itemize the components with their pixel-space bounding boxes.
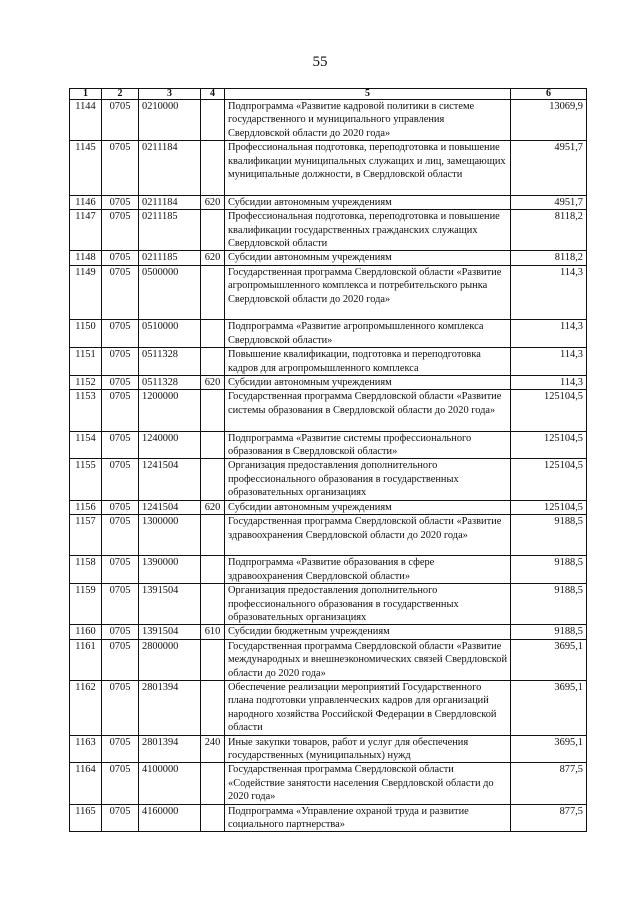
item-amount: 877,5: [511, 804, 587, 832]
item-name: Подпрограмма «Развитие кадровой политики в системе государственного и муниципального управления Свердловской области до 2020 года»: [225, 100, 511, 141]
section-code: 0705: [102, 680, 139, 735]
item-amount: 9188,5: [511, 556, 587, 584]
item-amount: 4951,7: [511, 141, 587, 196]
row-number: 1149: [70, 265, 102, 320]
target-article-code: 0511328: [139, 348, 201, 376]
target-article-code: 0511328: [139, 376, 201, 390]
item-name: Подпрограмма «Развитие системы профессионального образования в Свердловской области»: [225, 431, 511, 459]
item-name: Повышение квалификации, подготовка и переподготовка кадров для агропромышленного комплекса: [225, 348, 511, 376]
expense-type-code: 240: [201, 735, 225, 763]
table-row: [70, 625, 587, 639]
section-code: 0705: [102, 390, 139, 431]
table-row: [70, 500, 587, 514]
section-code: 0705: [102, 515, 139, 556]
section-code: 0705: [102, 763, 139, 804]
expense-type-code: [201, 320, 225, 348]
row-number: 1163: [70, 735, 102, 763]
item-name: Государственная программа Свердловской области «Содействие занятости населения Свердловской области до 2020 года»: [225, 763, 511, 804]
target-article-code: 1391504: [139, 625, 201, 639]
row-number: 1152: [70, 376, 102, 390]
target-article-code: 1241504: [139, 500, 201, 514]
target-article-code: 2800000: [139, 639, 201, 680]
item-name: Подпрограмма «Развитие агропромышленного комплекса Свердловской области»: [225, 320, 511, 348]
item-name: Иные закупки товаров, работ и услуг для обеспечения государственных (муниципальных) нужд: [225, 735, 511, 763]
column-header-amount: 6: [511, 89, 587, 100]
item-name: Организация предоставления дополнительного профессионального образования в государственных образовательных организациях: [225, 584, 511, 625]
section-code: 0705: [102, 639, 139, 680]
expense-type-code: 620: [201, 376, 225, 390]
section-code: 0705: [102, 141, 139, 196]
section-code: 0705: [102, 735, 139, 763]
item-name: Субсидии автономным учреждениям: [225, 376, 511, 390]
table-header-row: [70, 89, 587, 100]
expense-type-code: 620: [201, 251, 225, 265]
item-amount: 125104,5: [511, 431, 587, 459]
table-row: [70, 584, 587, 625]
row-number: 1155: [70, 459, 102, 500]
row-number: 1146: [70, 195, 102, 209]
target-article-code: 0211184: [139, 195, 201, 209]
target-article-code: 1300000: [139, 515, 201, 556]
row-number: 1151: [70, 348, 102, 376]
expense-type-code: [201, 348, 225, 376]
row-number: 1156: [70, 500, 102, 514]
page-number: 55: [312, 54, 328, 70]
column-header-section: 2: [102, 89, 139, 100]
item-name: Государственная программа Свердловской области «Развитие агропромышленного комплекса и потребительского рынка Свердловской области до 2020 года»: [225, 265, 511, 320]
item-amount: 114,3: [511, 265, 587, 320]
table-row: [70, 251, 587, 265]
target-article-code: 0211185: [139, 251, 201, 265]
column-header-expense-type: 4: [201, 89, 225, 100]
target-article-code: 1390000: [139, 556, 201, 584]
item-amount: 114,3: [511, 320, 587, 348]
target-article-code: 0210000: [139, 100, 201, 141]
section-code: 0705: [102, 210, 139, 251]
table-row: [70, 210, 587, 251]
section-code: 0705: [102, 431, 139, 459]
target-article-code: 1240000: [139, 431, 201, 459]
item-name: Подпрограмма «Управление охраной труда и развитие социального партнерства»: [225, 804, 511, 832]
table-row: [70, 320, 587, 348]
expense-type-code: [201, 556, 225, 584]
expense-type-code: [201, 459, 225, 500]
item-amount: 8118,2: [511, 251, 587, 265]
row-number: 1148: [70, 251, 102, 265]
section-code: 0705: [102, 265, 139, 320]
table-row: [70, 141, 587, 196]
item-amount: 3695,1: [511, 639, 587, 680]
column-header-target-article: 3: [139, 89, 201, 100]
table-row: [70, 376, 587, 390]
section-code: 0705: [102, 320, 139, 348]
expense-type-code: [201, 680, 225, 735]
column-header-number: 1: [70, 89, 102, 100]
table-row: [70, 735, 587, 763]
item-amount: 125104,5: [511, 500, 587, 514]
table-row: [70, 390, 587, 431]
target-article-code: 1241504: [139, 459, 201, 500]
target-article-code: 2801394: [139, 735, 201, 763]
table-row: [70, 515, 587, 556]
row-number: 1161: [70, 639, 102, 680]
table-row: [70, 348, 587, 376]
item-amount: 3695,1: [511, 735, 587, 763]
row-number: 1165: [70, 804, 102, 832]
item-name: Государственная программа Свердловской области «Развитие здравоохранения Свердловской области до 2020 года»: [225, 515, 511, 556]
row-number: 1150: [70, 320, 102, 348]
target-article-code: 2801394: [139, 680, 201, 735]
table-row: [70, 459, 587, 500]
item-amount: 125104,5: [511, 390, 587, 431]
item-amount: 9188,5: [511, 515, 587, 556]
row-number: 1160: [70, 625, 102, 639]
expense-type-code: [201, 515, 225, 556]
section-code: 0705: [102, 251, 139, 265]
row-number: 1144: [70, 100, 102, 141]
table-row: [70, 639, 587, 680]
table-row: [70, 431, 587, 459]
item-name: Организация предоставления дополнительного профессионального образования в государственных образовательных организациях: [225, 459, 511, 500]
section-code: 0705: [102, 625, 139, 639]
expense-type-code: [201, 390, 225, 431]
target-article-code: 0211184: [139, 141, 201, 196]
expense-type-code: 620: [201, 500, 225, 514]
item-amount: 8118,2: [511, 210, 587, 251]
item-name: Государственная программа Свердловской области «Развитие международных и внешнеэкономических связей Свердловской области до 2020 года»: [225, 639, 511, 680]
expense-type-code: [201, 100, 225, 141]
section-code: 0705: [102, 556, 139, 584]
item-name: Государственная программа Свердловской области «Развитие системы образования в Свердловской области до 2020 года»: [225, 390, 511, 431]
row-number: 1158: [70, 556, 102, 584]
section-code: 0705: [102, 195, 139, 209]
section-code: 0705: [102, 500, 139, 514]
column-header-name: 5: [225, 89, 511, 100]
section-code: 0705: [102, 348, 139, 376]
expense-type-code: [201, 763, 225, 804]
item-amount: 125104,5: [511, 459, 587, 500]
item-amount: 9188,5: [511, 625, 587, 639]
item-name: Субсидии автономным учреждениям: [225, 500, 511, 514]
table-row: [70, 680, 587, 735]
row-number: 1154: [70, 431, 102, 459]
section-code: 0705: [102, 100, 139, 141]
item-name: Профессиональная подготовка, переподготовка и повышение квалификации государственных гражданских служащих Свердловской области: [225, 210, 511, 251]
section-code: 0705: [102, 376, 139, 390]
section-code: 0705: [102, 584, 139, 625]
table-row: [70, 556, 587, 584]
item-amount: 3695,1: [511, 680, 587, 735]
section-code: 0705: [102, 804, 139, 832]
target-article-code: 0211185: [139, 210, 201, 251]
row-number: 1153: [70, 390, 102, 431]
expense-type-code: [201, 431, 225, 459]
table-row: [70, 763, 587, 804]
item-name: Профессиональная подготовка, переподготовка и повышение квалификации муниципальных служащих и лиц, замещающих муниципальные должности, в Свердловской области: [225, 141, 511, 196]
item-amount: 4951,7: [511, 195, 587, 209]
item-name: Субсидии автономным учреждениям: [225, 251, 511, 265]
target-article-code: 4100000: [139, 763, 201, 804]
expense-type-code: 610: [201, 625, 225, 639]
row-number: 1162: [70, 680, 102, 735]
item-amount: 13069,9: [511, 100, 587, 141]
target-article-code: 0510000: [139, 320, 201, 348]
row-number: 1157: [70, 515, 102, 556]
table-row: [70, 195, 587, 209]
row-number: 1164: [70, 763, 102, 804]
expense-type-code: [201, 639, 225, 680]
item-amount: 9188,5: [511, 584, 587, 625]
item-amount: 114,3: [511, 348, 587, 376]
expense-type-code: [201, 584, 225, 625]
target-article-code: 4160000: [139, 804, 201, 832]
row-number: 1145: [70, 141, 102, 196]
target-article-code: 1200000: [139, 390, 201, 431]
section-code: 0705: [102, 459, 139, 500]
target-article-code: 0500000: [139, 265, 201, 320]
expense-type-code: [201, 804, 225, 832]
item-name: Обеспечение реализации мероприятий Государственного плана подготовки управленческих кадров для организаций народного хозяйства Российской Федерации в Свердловской области: [225, 680, 511, 735]
table-row: [70, 804, 587, 832]
table-row: [70, 100, 587, 141]
expense-type-code: [201, 210, 225, 251]
item-amount: 877,5: [511, 763, 587, 804]
row-number: 1147: [70, 210, 102, 251]
item-name: Субсидии автономным учреждениям: [225, 195, 511, 209]
item-name: Подпрограмма «Развитие образования в сфере здравоохранения Свердловской области»: [225, 556, 511, 584]
budget-table: [69, 88, 587, 832]
target-article-code: 1391504: [139, 584, 201, 625]
table-row: [70, 265, 587, 320]
expense-type-code: [201, 265, 225, 320]
row-number: 1159: [70, 584, 102, 625]
expense-type-code: [201, 141, 225, 196]
expense-type-code: 620: [201, 195, 225, 209]
item-name: Субсидии бюджетным учреждениям: [225, 625, 511, 639]
item-amount: 114,3: [511, 376, 587, 390]
